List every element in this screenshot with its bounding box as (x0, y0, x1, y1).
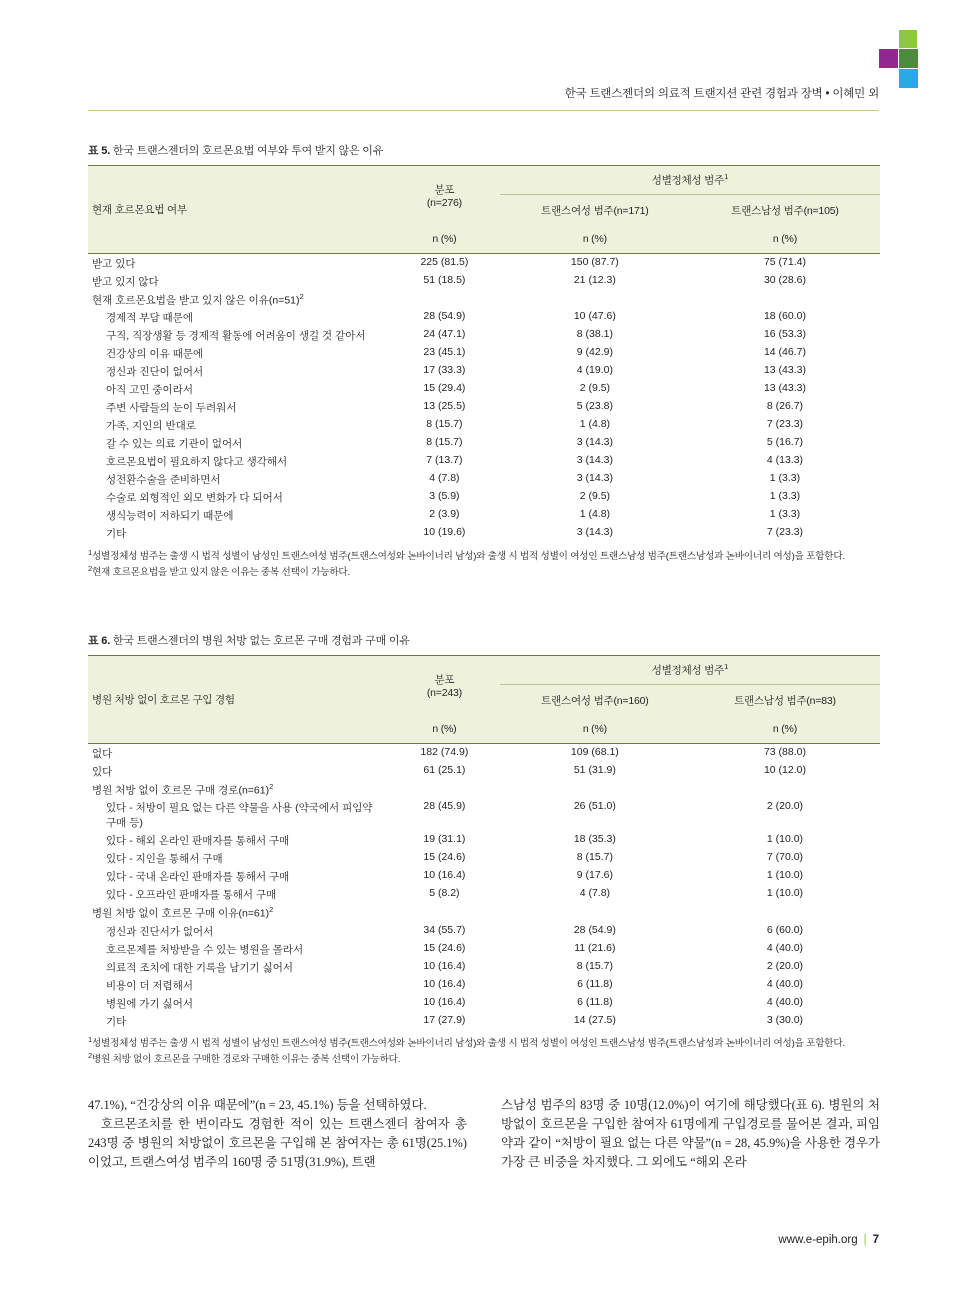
table6-footnote-2-text: 병원 처방 없이 호르몬을 구매한 경로와 구매한 이유는 중복 선택이 가능하다. (91, 1054, 401, 1066)
table5-footnote-1-text: 성별정체성 범주는 출생 시 법적 성별이 남성인 트랜스여성 범주(트랜스여성와 논바이너리 남성)와 출생 시 법적 성별이 여성인 트랜스남성 범주(트랜스남성과 논바이너리 여성)을 포함한다. (91, 550, 845, 562)
row-value-3: 13 (43.3) (763, 364, 806, 376)
table-row (88, 958, 880, 976)
row-value-3: 4 (40.0) (766, 941, 804, 954)
table-row (88, 922, 880, 940)
table-row (88, 762, 880, 780)
table-row (88, 345, 880, 363)
table5-col1-header: 현재 호르몬요법 여부 (88, 166, 389, 226)
row-value-1: 17 (33.3) (423, 364, 466, 376)
row-value-2: 14 (27.5) (573, 1013, 616, 1026)
row-value-3: 4 (40.0) (766, 995, 804, 1008)
row-label: 아직 고민 중이라서 (106, 384, 193, 396)
table-row (88, 976, 880, 994)
table5-header-row-3 (88, 225, 880, 254)
table-row (88, 254, 880, 273)
row-value-3: 1 (10.0) (766, 869, 804, 881)
table5-footnote-2-text: 현재 호르몬요법을 받고 있지 않은 이유는 중복 선택이 가능하다. (91, 566, 350, 578)
row-value-2: 3 (14.3) (576, 526, 613, 538)
table5-footnote-2-mark: 2 (88, 563, 92, 573)
row-value-2: 10 (47.6) (573, 310, 616, 322)
table6-caption-label: 표 6. (88, 635, 111, 647)
table-row (88, 435, 880, 453)
row-label: 있다 (92, 765, 113, 778)
row-label: 현재 호르몬요법을 받고 있지 않은 이유(n=51)$^2$ (92, 291, 304, 306)
row-value-2: 1 (4.8) (579, 418, 611, 430)
row-label: 병원 처방 없이 호르몬 구매 경로(n=61)$^2$ (92, 781, 274, 796)
row-label: 갈 수 있는 의료 기관이 없어서 (106, 438, 243, 450)
table-row (88, 832, 880, 850)
row-value-1: 61 (25.1) (423, 763, 466, 776)
table6-footnote-1-mark: 1 (88, 1035, 92, 1044)
table6-caption (88, 632, 880, 648)
row-label: 경제적 부담 때문에 (106, 312, 193, 324)
square-green-icon (899, 30, 917, 48)
table6-footnote-2-mark: 2 (88, 1051, 92, 1061)
table-row (88, 1012, 880, 1030)
row-value-3: 18 (60.0) (763, 310, 806, 322)
row-value-2: 4 (7.8) (579, 887, 611, 899)
footer-separator: | (863, 1234, 867, 1246)
row-value-1: 28 (54.9) (423, 310, 466, 322)
table6-col2-header-line2: (n=243) (426, 687, 462, 699)
row-label: 비용이 더 저렴해서 (106, 979, 193, 992)
row-value-2 (500, 290, 690, 309)
row-value-1: 13 (25.5) (423, 400, 466, 412)
table-row (88, 780, 880, 799)
row-value-3: 5 (16.7) (766, 436, 804, 448)
row-value-3: 3 (30.0) (766, 1013, 804, 1026)
table-row (88, 994, 880, 1012)
row-value-1: 8 (15.7) (426, 436, 463, 448)
table-row (88, 309, 880, 327)
row-value-2: 109 (68.1) (570, 745, 619, 758)
row-value-2: 28 (54.9) (573, 923, 616, 936)
table5-col4-header: 트랜스남성 범주(n=105) (690, 195, 880, 226)
row-value-3: 8 (26.7) (766, 400, 804, 412)
table6-npct-col1 (88, 715, 389, 744)
row-value-3: 7 (23.3) (766, 526, 804, 538)
table-row (88, 272, 880, 290)
body-text (88, 1096, 880, 1171)
square-cyan-icon (899, 69, 918, 88)
table5-footnote-1-mark: 1 (88, 547, 92, 557)
row-label: 병원에 가기 싫어서 (106, 997, 193, 1010)
table-row (88, 327, 880, 345)
row-label: 기타 (106, 1015, 127, 1028)
table6-group-header-sup: 1 (724, 662, 729, 672)
row-label: 호르몬제를 처방받을 수 있는 병원을 몰라서 (106, 943, 304, 956)
body-paragraph-left-2: 호르몬조치를 한 번이라도 경험한 적이 있는 트랜스젠더 참여자 총 243명 중 병원의 처방없이 호르몬을 구입해 본 참여자는 총 61명(25.1%)이었고, 트랜스여성 범주의 160명 중 51명(31.9%), 트랜 (88, 1116, 467, 1169)
row-value-1: 10 (16.4) (423, 959, 466, 972)
row-label: 수술로 외형적인 외모 변화가 다 되어서 (106, 492, 283, 504)
row-label: 정신과 진단이 없어서 (106, 366, 204, 378)
table-row (88, 940, 880, 958)
row-value-2: 6 (11.8) (577, 977, 613, 990)
decorative-squares (869, 30, 929, 90)
body-column-left (88, 1096, 467, 1171)
row-value-1: 15 (24.6) (423, 941, 466, 954)
table5-caption-text: 한국 트랜스젠더의 호르몬요법 여부와 투여 받지 않은 이유 (112, 145, 384, 157)
row-value-3: 2 (20.0) (766, 800, 804, 812)
row-value-2: 9 (17.6) (576, 869, 613, 881)
table-row (88, 904, 880, 923)
row-value-3: 1 (3.3) (769, 508, 801, 520)
table-row (88, 850, 880, 868)
row-value-3: 4 (13.3) (766, 454, 804, 466)
table-row (88, 868, 880, 886)
table-row (88, 471, 880, 489)
row-value-3: 13 (43.3) (763, 382, 806, 394)
row-value-2: 8 (38.1) (576, 328, 613, 340)
body-paragraph-left-1: 47.1%), “건강상의 이유 때문에”(n = 23, 45.1%) 등을 선택하였다. (88, 1098, 427, 1112)
row-label-sup: 2 (299, 291, 304, 301)
table6-footnotes (88, 1035, 880, 1067)
table5-footnotes (88, 548, 880, 580)
table6-header-row-3 (88, 715, 880, 744)
row-value-1: 23 (45.1) (423, 346, 466, 358)
row-value-1: 3 (5.9) (429, 490, 460, 502)
row-value-2: 8 (15.7) (576, 959, 613, 972)
table-row (88, 363, 880, 381)
table5-head (88, 166, 880, 254)
table6-caption-text: 한국 트랜스젠더의 병원 처방 없는 호르몬 구매 경험과 구매 이유 (112, 635, 410, 647)
row-value-2: 6 (11.8) (577, 995, 613, 1008)
body-column-right (501, 1096, 880, 1171)
row-value-2: 5 (23.8) (576, 400, 613, 412)
table5-col2-header (389, 166, 500, 226)
row-value-1: 2 (3.9) (429, 508, 460, 520)
row-value-3: 4 (40.0) (766, 977, 804, 990)
row-label: 없다 (92, 747, 113, 760)
page-number: 7 (872, 1234, 879, 1246)
row-value-1 (389, 904, 500, 923)
header-rule (88, 110, 879, 111)
table6-header-row-1 (88, 656, 880, 685)
row-value-2: 150 (87.7) (570, 255, 619, 268)
row-label: 있다 - 오프라인 판매자를 통해서 구매 (106, 889, 277, 901)
row-value-2: 1 (4.8) (579, 508, 611, 520)
row-value-3: 73 (88.0) (763, 745, 806, 758)
row-value-3 (690, 780, 880, 799)
row-value-2: 51 (31.9) (573, 763, 616, 776)
row-label: 호르몬요법이 필요하지 않다고 생각해서 (106, 456, 288, 468)
table-row (88, 453, 880, 471)
square-purple-icon (879, 49, 898, 68)
table-row (88, 799, 880, 832)
row-value-2: 4 (19.0) (576, 364, 613, 376)
table5-group-header-sup: 1 (724, 172, 729, 182)
row-value-1: 10 (19.6) (423, 526, 466, 538)
table5-block (88, 142, 880, 580)
table5-npct-col3: n (%) (500, 225, 690, 254)
table-row (88, 290, 880, 309)
table-row (88, 489, 880, 507)
row-value-1: 4 (7.8) (429, 472, 460, 484)
table6-body (88, 744, 880, 1031)
table5-col3-header: 트랜스여성 범주(n=171) (500, 195, 690, 226)
row-value-3: 7 (23.3) (766, 418, 804, 430)
table5-npct-col1 (88, 225, 389, 254)
table6-col2-header (389, 656, 500, 716)
table6-group-header-text: 성별정체성 범주 (651, 664, 725, 677)
row-value-1: 15 (24.6) (423, 851, 466, 863)
row-value-3 (690, 290, 880, 309)
row-value-2 (500, 904, 690, 923)
row-value-3: 14 (46.7) (763, 346, 806, 358)
row-label: 기타 (106, 528, 127, 540)
row-value-1: 24 (47.1) (423, 328, 466, 340)
table6-block (88, 632, 880, 1067)
table6-col4-header: 트랜스남성 범주(n=83) (690, 685, 880, 716)
table6-group-header (500, 656, 880, 685)
row-label: 있다 - 지인을 통해서 구매 (106, 853, 223, 865)
table5-caption-label: 표 5. (88, 145, 111, 157)
table6-npct-col3: n (%) (500, 715, 690, 744)
table6-npct-col2: n (%) (389, 715, 500, 744)
table-row (88, 417, 880, 435)
table-row (88, 381, 880, 399)
table5-col2-header-line2: (n=276) (426, 197, 462, 209)
row-value-2: 26 (51.0) (573, 800, 616, 812)
table5-footnote-2 (88, 564, 880, 580)
row-value-2: 8 (15.7) (576, 851, 613, 863)
table6-npct-col4: n (%) (690, 715, 880, 744)
square-darkgreen-icon (899, 49, 918, 68)
table-row (88, 399, 880, 417)
row-value-3: 1 (3.3) (769, 472, 801, 484)
running-head-authors: 이혜민 외 (832, 88, 879, 100)
row-value-2: 3 (14.3) (576, 472, 613, 484)
table-row (88, 744, 880, 763)
row-label: 정신과 진단서가 없어서 (106, 925, 214, 938)
row-value-1: 10 (16.4) (423, 869, 466, 881)
table5-caption (88, 142, 880, 158)
row-value-3: 10 (12.0) (763, 763, 806, 776)
row-value-3 (690, 904, 880, 923)
row-value-2: 3 (14.3) (576, 454, 613, 466)
row-value-2: 2 (9.5) (579, 382, 611, 394)
row-label-sup: 2 (269, 781, 274, 791)
table6-col3-header: 트랜스여성 범주(n=160) (500, 685, 690, 716)
row-value-3: 30 (28.6) (763, 273, 806, 286)
row-value-1 (389, 780, 500, 799)
table6-head (88, 656, 880, 744)
table5-col2-header-line1: 분포 (434, 184, 455, 196)
row-value-1: 15 (29.4) (423, 382, 466, 394)
running-head (88, 85, 879, 101)
row-label: 있다 - 해외 온라인 판매자를 통해서 구매 (106, 835, 290, 847)
row-label: 가족, 지인의 반대로 (106, 420, 196, 432)
table5-footnote-1 (88, 548, 880, 564)
row-value-2: 21 (12.3) (573, 273, 616, 286)
table6-footnote-2 (88, 1051, 880, 1067)
row-value-1: 225 (81.5) (420, 255, 469, 268)
row-label: 받고 있다 (92, 257, 136, 270)
table6-col1-header: 병원 처방 없이 호르몬 구입 경험 (88, 656, 389, 716)
row-value-2: 9 (42.9) (576, 346, 613, 358)
row-value-1: 10 (16.4) (423, 977, 466, 990)
row-value-1: 28 (45.9) (423, 800, 466, 812)
row-label: 구직, 직장생활 등 경제적 활동에 어려움이 생길 것 같아서 (106, 330, 366, 342)
row-label: 건강상의 이유 때문에 (106, 348, 204, 360)
row-value-3: 1 (3.3) (769, 490, 801, 502)
table5-group-header-text: 성별정체성 범주 (651, 174, 725, 187)
body-paragraph-right-1: 스남성 범주의 83명 중 10명(12.0%)이 여기에 해당했다(표 6). 병원의 처방없이 호르몬을 구입한 참여자 61명에게 구입경로를 물어본 결과, 피임약과 같이 “처방이 필요 없는 다른 약물”(n = 28, 45.9%)을 사용한 경우가 가장 큰 비중을 차지했다. 그 외에도 “해외 온라 (501, 1098, 880, 1169)
table5 (88, 165, 880, 543)
table6-footnote-1-text: 성별정체성 범주는 출생 시 법적 성별이 남성인 트랜스여성 범주(트랜스여성와 논바이너리 남성)와 출생 시 법적 성별이 여성인 트랜스남성 범주(트랜스남성과 논바이너리 여성)을 포함한다. (91, 1038, 845, 1050)
table-row (88, 886, 880, 904)
row-label: 의료적 조치에 대한 기록을 남기기 싫어서 (106, 961, 294, 974)
row-value-2: 2 (9.5) (579, 490, 611, 502)
row-value-3: 1 (10.0) (766, 887, 804, 899)
row-value-1: 5 (8.2) (429, 887, 460, 899)
table5-npct-col2: n (%) (389, 225, 500, 254)
row-value-3: 2 (20.0) (766, 959, 804, 972)
row-value-1: 17 (27.9) (423, 1013, 466, 1026)
row-label: 있다 - 국내 온라인 판매자를 통해서 구매 (106, 871, 290, 883)
row-label: 받고 있지 않다 (92, 275, 159, 288)
table-row (88, 507, 880, 525)
row-value-1: 10 (16.4) (423, 995, 466, 1008)
table5-body (88, 254, 880, 543)
journal-url[interactable]: www.e-epih.org (778, 1234, 858, 1246)
row-value-3: 1 (10.0) (766, 833, 804, 845)
table5-header-row-1 (88, 166, 880, 195)
row-value-1: 51 (18.5) (423, 273, 466, 286)
row-label: 병원 처방 없이 호르몬 구매 이유(n=61)$^2$ (92, 905, 274, 920)
table-row (88, 525, 880, 543)
row-value-1: 8 (15.7) (426, 418, 463, 430)
row-label-sup: 2 (269, 905, 274, 914)
row-label: 성전환수술을 준비하면서 (106, 474, 221, 486)
row-value-2: 11 (21.6) (574, 941, 616, 954)
table5-group-header (500, 166, 880, 195)
row-value-1: 19 (31.1) (423, 833, 466, 845)
row-value-3: 6 (60.0) (766, 923, 804, 936)
row-value-2: 18 (35.3) (573, 833, 616, 845)
row-value-1: 34 (55.7) (423, 923, 466, 936)
page-footer (88, 1234, 879, 1246)
row-value-2 (500, 780, 690, 799)
table6-col2-header-line1: 분포 (434, 674, 455, 686)
table6 (88, 655, 880, 1030)
row-label: 있다 - 처방이 필요 없는 다른 약물을 사용 (약국에서 피임약 구매 등) (106, 802, 373, 829)
row-value-1: 182 (74.9) (420, 745, 469, 758)
table6-footnote-1 (88, 1035, 880, 1051)
row-value-2: 3 (14.3) (576, 436, 613, 448)
row-value-3: 7 (70.0) (766, 851, 804, 863)
running-head-separator: • (825, 88, 830, 100)
row-value-1: 7 (13.7) (426, 454, 463, 466)
row-label: 주변 사람들의 눈이 두려워서 (106, 402, 237, 414)
row-value-1 (389, 290, 500, 309)
table5-npct-col4: n (%) (690, 225, 880, 254)
row-label: 생식능력이 저하되기 때문에 (106, 510, 234, 522)
running-head-title: 한국 트랜스젠더의 의료적 트랜지션 관련 경험과 장벽 (564, 88, 823, 100)
row-value-3: 16 (53.3) (763, 328, 806, 340)
row-value-3: 75 (71.4) (763, 255, 806, 268)
